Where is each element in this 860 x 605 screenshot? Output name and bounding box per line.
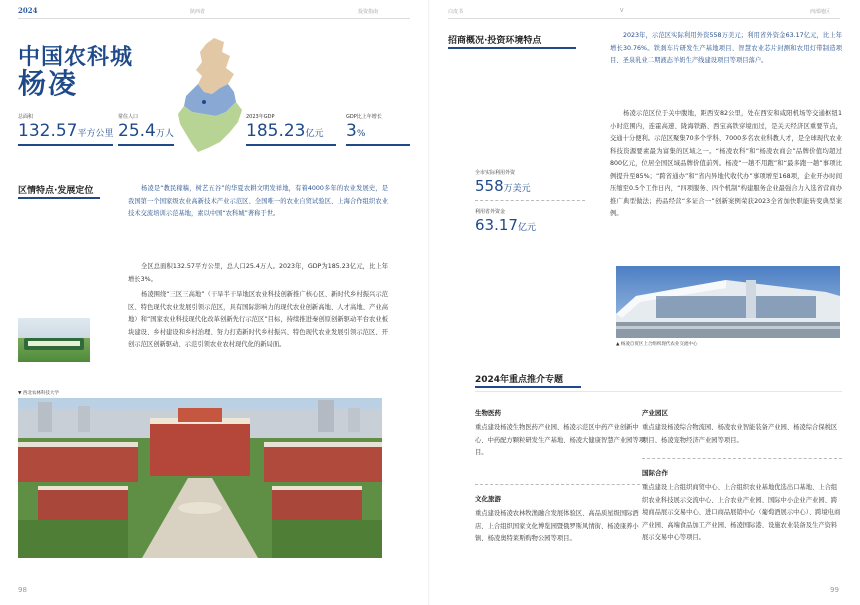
campus-photo xyxy=(18,398,382,558)
sign-photo xyxy=(18,318,90,362)
header-left: 白皮书 xyxy=(448,9,464,15)
header-right: 西部地区 xyxy=(810,9,831,15)
stat-growth-value: 3% xyxy=(346,121,366,141)
section-title-investment: 招商概况·投资环境特点 xyxy=(448,36,542,46)
topic-park-title: 产业园区 xyxy=(642,409,668,417)
header-middle: 陕西省 xyxy=(190,9,206,15)
stat-growth-underline xyxy=(346,144,410,146)
investment-paragraph: 2023年，示范区实际利用外资558万美元；利用省外资金63.17亿元，比上年增长30.76%。铁刹车片研发生产基地项目、智慧农业芯片封测和农用灯带制造项目、圣泉乳业二期液态羊奶生产线建设项目等项目落户。 xyxy=(610,32,842,64)
city-name: 杨凌 xyxy=(18,67,79,100)
page-number-left: 98 xyxy=(18,586,27,594)
province-map xyxy=(176,36,246,160)
strategy-paragraph: 杨凌围绕“三区三高地”（干旱半干旱地区农业科技创新推广核心区、新时代乡村振兴示范区、特色现代农业发展引领示范区，具有国际影响力的现代农业创新高地、人才高地、产业高地）和“国家农业科技现代化改革创新先行示范区”目标，持续推进秦创原创新驱动平台农业板块建设、乡村建设和乡村治理、努力打造新时代乡村振兴、特色现代农业发展引领示范区、开创示范区创新驱动、示范引领农业农村现代化的新局面。 xyxy=(128,291,388,348)
stat-population-value: 25.4万人 xyxy=(118,121,174,141)
section-title-topics: 2024年重点推介专题 xyxy=(475,375,564,385)
provincial-label: 利用省外资金 xyxy=(475,209,506,215)
exchange-center-photo xyxy=(616,266,840,338)
fdi-divider xyxy=(475,200,585,201)
page-title: 中国农科城 xyxy=(18,45,134,70)
topic-biomed-title: 生物医药 xyxy=(475,409,501,417)
campus-caption: ▼ 西北农林科技大学 xyxy=(18,391,59,396)
topic-biomed-body: 重点建设杨凌生物医药产业园、杨凌示范区中药产业创新中心、中药配方颗粒研发生产基地、杨凌大健康智慧产业园等项目。 xyxy=(475,424,646,456)
topic-divider xyxy=(475,484,645,485)
fdi-value: 558万美元 xyxy=(475,177,531,195)
topics-rule xyxy=(475,391,842,392)
stat-area-underline xyxy=(18,144,113,146)
right-page xyxy=(430,0,860,605)
stat-area-value: 132.57平方公里 xyxy=(18,121,114,141)
page-number-right: 99 xyxy=(830,586,839,594)
photo-caption: ▲ 杨凌自贸区上合组织现代农业交流中心 xyxy=(616,342,698,347)
topic-intl-title: 国际合作 xyxy=(642,469,668,477)
intro-paragraph: 杨凌是“教民稼穑，树艺五谷”的华夏农耕文明发祥地，有着4000多年的农业发展史，是我国第一个国家级农业高新技术产业示范区、全国唯一的农业自贸试验区、上海合作组织农业技术交流培训示范基地，素以中国“农科城”著称于世。 xyxy=(128,185,388,217)
stat-area-label: 总面积 xyxy=(18,114,34,120)
topic-culture-title: 文化旅游 xyxy=(475,495,501,503)
section-title-underline xyxy=(448,47,576,49)
fdi-label: 全市实际利用外资 xyxy=(475,170,516,176)
section-title-underline xyxy=(475,386,581,388)
section-title-underline xyxy=(18,197,100,199)
topic-divider xyxy=(642,458,842,459)
header-middle: V xyxy=(620,8,624,14)
topic-culture-body: 重点建设杨凌农林牧渔融合发展体验区、高品质星级国际酒店、上合组织国家文化博览园暨俄罗斯风情街、杨凌康养小镇、杨凌奥特莱斯购物公园等项目。 xyxy=(475,510,639,542)
stat-growth-label: GDP比上年增长 xyxy=(346,114,382,120)
stat-gdp-underline xyxy=(246,144,336,146)
header-rule xyxy=(18,18,410,19)
topic-park-body: 重点建设杨凌综合物流园、杨凌农业智能装备产业园、杨凌综合保税区项目、杨凌宠物经济产业园等项目。 xyxy=(642,424,838,444)
topic-intl-body: 重点建设上合组织商贸中心、上合组织农业基地优选出口基地、上合组织农业科技展示交流中心、上合农业产业园、国际中小企业产业园、跨境商品展示交易中心、进口商品展销中心（葡萄酒展示中心）、跨境电商产业园、高端食品加工产业园、杨凌国际港、设施农业装备及生产资料展示交易中心等项目。 xyxy=(642,484,841,541)
summary-paragraph: 全区总面积132.57平方公里，总人口25.4万人。2023年，GDP为185.23亿元，比上年增长3%。 xyxy=(128,263,388,283)
stat-population-label: 常住人口 xyxy=(118,114,139,120)
header-rule xyxy=(448,18,840,19)
stat-population-underline xyxy=(118,144,174,146)
section-title-district: 区情特点·发展定位 xyxy=(18,186,94,196)
stat-gdp-label: 2023年GDP xyxy=(246,114,275,120)
provincial-value: 63.17亿元 xyxy=(475,216,536,234)
header-right: 投资指南 xyxy=(358,9,379,15)
stat-gdp-value: 185.23亿元 xyxy=(246,121,324,141)
environment-paragraph: 杨凌示范区位于关中腹地，距西安82公里，处在西安和咸阳机场等交通枢纽1小时范围内，连霍高速、陇海铁路、西宝高铁穿境而过，是关天经济区重要节点，交通十分便利。示范区聚集70多个学科、7000多名农业科教人才，是全球现代农业科技资源要素最为富集的区域之一。“杨凌农科”和“杨凌农商会”品牌价值均超过800亿元，位居全国区域品牌价值前列。杨凌“一趟不用跑”和“最多跑一趟”事项比例提升至85%；“跨省通办”和“省内异地代收代办”事项增至168项，企业开办时间压缩至0.5个工作日内，“四项服务、四个机制”构建服务企业最强合力入选省营商办推广典型做法；药品经营“多证合一”创新案例荣获2023全省加快职能转变典型案例。 xyxy=(610,110,842,217)
header-year: 2024 xyxy=(18,6,38,15)
